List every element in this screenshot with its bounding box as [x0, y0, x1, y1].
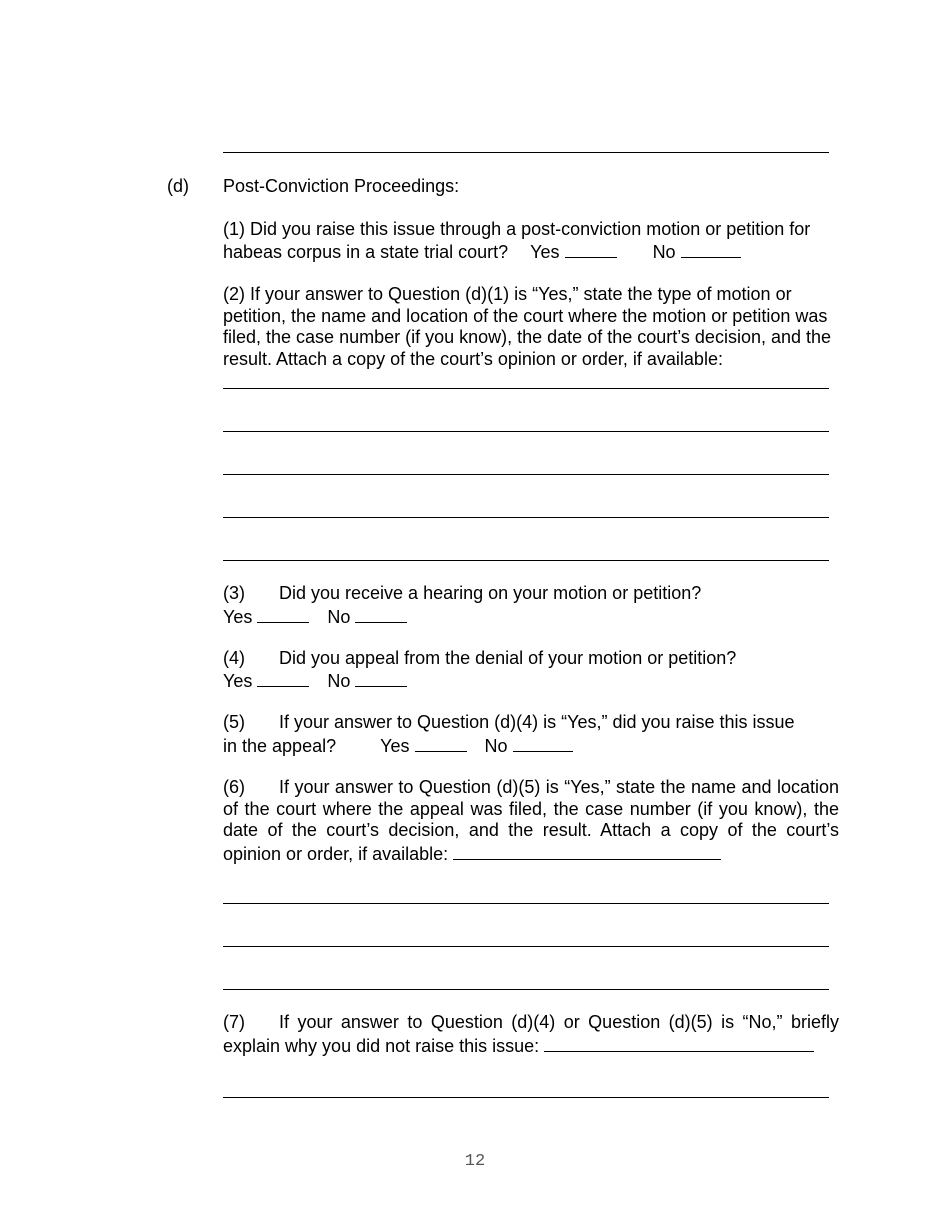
q1-text-line2: habeas corpus in a state trial court?	[223, 242, 509, 262]
q3-no-label: No	[327, 607, 351, 627]
page-number: 12	[464, 1152, 486, 1171]
q3-answers	[223, 605, 407, 629]
q4-answers	[223, 669, 407, 693]
answer-line[interactable]	[223, 946, 829, 947]
q7-inline-blank[interactable]	[544, 1034, 814, 1052]
answer-line[interactable]	[223, 1097, 829, 1098]
q5-answers	[223, 734, 573, 758]
q5-text-line2: in the appeal?	[223, 736, 337, 756]
answer-line[interactable]	[223, 431, 829, 432]
answer-line[interactable]	[223, 388, 829, 389]
q5-yes-label: Yes	[380, 736, 410, 756]
q4-text: Did you appeal from the denial of your motion or petition?	[279, 648, 737, 668]
q5-yes-blank[interactable]	[415, 734, 467, 752]
answer-line[interactable]	[223, 903, 829, 904]
q3-yes-label: Yes	[223, 607, 253, 627]
answer-line[interactable]	[223, 560, 829, 561]
q5-no-blank[interactable]	[513, 734, 573, 752]
q6-num: (6)	[223, 777, 245, 797]
q6-inline-blank[interactable]	[453, 842, 721, 860]
q7-question	[223, 1012, 839, 1057]
q5-text-line1: If your answer to Question (d)(4) is “Yes,” did you raise this issue	[279, 712, 795, 732]
q1-text-line1: (1) Did you raise this issue through a post-conviction motion or petition for	[223, 219, 811, 239]
q4-yes-blank[interactable]	[257, 669, 309, 687]
section-title: Post-Conviction Proceedings:	[223, 176, 460, 196]
q4-num: (4)	[223, 648, 245, 668]
q6-question	[223, 777, 839, 865]
q3-question	[223, 583, 701, 605]
q4-no-label: No	[327, 671, 351, 691]
q1-yes-blank[interactable]	[565, 240, 617, 258]
q5-num: (5)	[223, 712, 245, 732]
q4-question	[223, 648, 736, 670]
q5-question	[223, 712, 795, 734]
q1-no-blank[interactable]	[681, 240, 741, 258]
q7-text: If your answer to Question (d)(4) or Question (d)(5) is “No,” briefly explain why you did not raise this issue:	[223, 1012, 839, 1056]
answer-line[interactable]	[223, 474, 829, 475]
q1-line2	[223, 240, 741, 264]
q3-text: Did you receive a hearing on your motion or petition?	[279, 583, 702, 603]
q2-text: (2) If your answer to Question (d)(1) is “Yes,” state the type of motion or petition, the name and location of the court where the motion or petition was filed, the case number (if you know), the date of the court’s decision, and the result. Attach a copy of the court’s opinion or order, if available:	[223, 284, 832, 369]
q6-text: If your answer to Question (d)(5) is “Yes,” state the name and location of the court where the appeal was filed, the case number (if you know), the date of the court’s decision, and the result. Attach a copy of the court’s opinion or order, if available:	[223, 777, 839, 864]
q4-yes-label: Yes	[223, 671, 253, 691]
section-label: (d)	[167, 176, 189, 196]
answer-line[interactable]	[223, 517, 829, 518]
answer-line[interactable]	[223, 989, 829, 990]
q1-yes-label: Yes	[530, 242, 560, 262]
q5-no-label: No	[484, 736, 508, 756]
q3-num: (3)	[223, 583, 245, 603]
answer-line[interactable]	[223, 152, 829, 153]
q7-num: (7)	[223, 1012, 245, 1032]
q4-no-blank[interactable]	[355, 669, 407, 687]
q3-no-blank[interactable]	[355, 605, 407, 623]
q3-yes-blank[interactable]	[257, 605, 309, 623]
q1-no-label: No	[652, 242, 676, 262]
